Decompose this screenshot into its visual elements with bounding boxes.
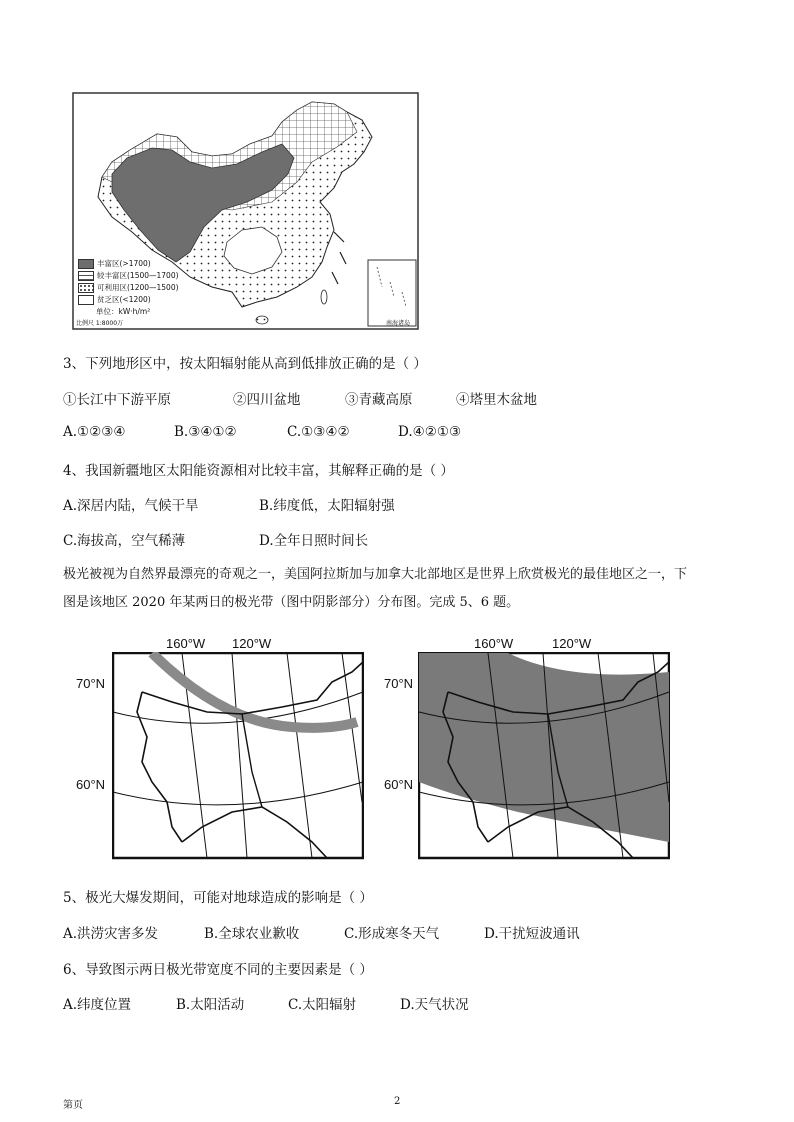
lon-label-120w: 120°W xyxy=(552,636,592,651)
q5-option-d: D.干扰短波通讯 xyxy=(484,926,580,942)
china-solar-map xyxy=(72,92,419,330)
aurora-left-graphic xyxy=(112,652,364,862)
lat-label-70n: 70°N xyxy=(76,676,106,691)
south-sea-inset xyxy=(368,260,416,326)
aurora-right-graphic xyxy=(418,652,670,862)
q3-stem: 3、下列地形区中，按太阳辐射能从高到低排放正确的是（ ） xyxy=(63,356,427,372)
q3-item: ④塔里木盆地 xyxy=(456,392,537,408)
q5-option-c: C.形成寒冬天气 xyxy=(344,926,440,942)
legend-item-fairly-rich: 较丰富区(1500—1700) xyxy=(78,270,179,282)
q5-stem: 5、极光大爆发期间，可能对地球造成的影响是（ ） xyxy=(63,890,373,906)
legend-item-rich: 丰富区(>1700) xyxy=(78,258,179,270)
q4-option-c: C.海拔高，空气稀薄 xyxy=(63,533,186,549)
aurora-map-right xyxy=(374,632,684,862)
q3-item: ①长江中下游平原 xyxy=(63,392,171,408)
q6-option-c: C.太阳辐射 xyxy=(288,997,357,1013)
q6-stem: 6、导致图示两日极光带宽度不同的主要因素是（ ） xyxy=(63,962,373,978)
q4-option-a: A.深居内陆，气候干旱 xyxy=(63,498,199,514)
legend-item-poor: 贫乏区(<1200) xyxy=(78,294,179,306)
aurora-map-left xyxy=(66,632,376,862)
passage-line-2: 图是该地区 2020 年某两日的极光带（图中阴影部分）分布图。完成 5、6 题。 xyxy=(63,595,520,610)
q4-option-d: D.全年日照时间长 xyxy=(259,533,369,549)
lon-label-160w: 160°W xyxy=(166,636,206,651)
footer-label: 第页 xyxy=(63,1100,83,1111)
lon-label-160w: 160°W xyxy=(474,636,514,651)
q6-option-b: B.太阳活动 xyxy=(176,997,245,1013)
lon-label-120w: 120°W xyxy=(232,636,272,651)
legend-item-usable: 可利用区(1200—1500) xyxy=(78,282,179,294)
q6-option-a: A.纬度位置 xyxy=(63,997,132,1013)
q3-option-a: A.①②③④ xyxy=(63,424,126,440)
lat-label-60n: 60°N xyxy=(384,777,414,792)
page-number: 2 xyxy=(394,1096,401,1107)
map-legend xyxy=(78,258,179,318)
legend-unit: 单位：kW·h/m² xyxy=(96,307,151,316)
q3-option-b: B.③④①② xyxy=(174,424,237,440)
inset-label: 南海诸岛 xyxy=(386,320,411,327)
q6-option-d: D.天气状况 xyxy=(400,997,469,1013)
q3-item: ③青藏高原 xyxy=(345,392,413,408)
lat-label-60n: 60°N xyxy=(76,777,106,792)
q3-item: ②四川盆地 xyxy=(233,392,301,408)
lat-label-70n: 70°N xyxy=(384,676,414,691)
q5-option-b: B.全球农业歉收 xyxy=(204,926,300,942)
passage xyxy=(63,561,763,617)
q5-option-a: A.洪涝灾害多发 xyxy=(63,926,159,942)
q4-option-b: B.纬度低，太阳辐射强 xyxy=(259,498,395,514)
q3-option-d: D.④②①③ xyxy=(398,424,462,440)
map-scale: 比例尺 1:8000万 xyxy=(76,320,124,327)
q4-stem: 4、我国新疆地区太阳能资源相对比较丰富，其解释正确的是（ ） xyxy=(63,463,454,479)
q3-option-c: C.①③④② xyxy=(287,424,350,440)
passage-line-1: 极光被视为自然界最漂亮的奇观之一，美国阿拉斯加与加拿大北部地区是世界上欣赏极光的最佳地区之一，下 xyxy=(63,567,688,582)
